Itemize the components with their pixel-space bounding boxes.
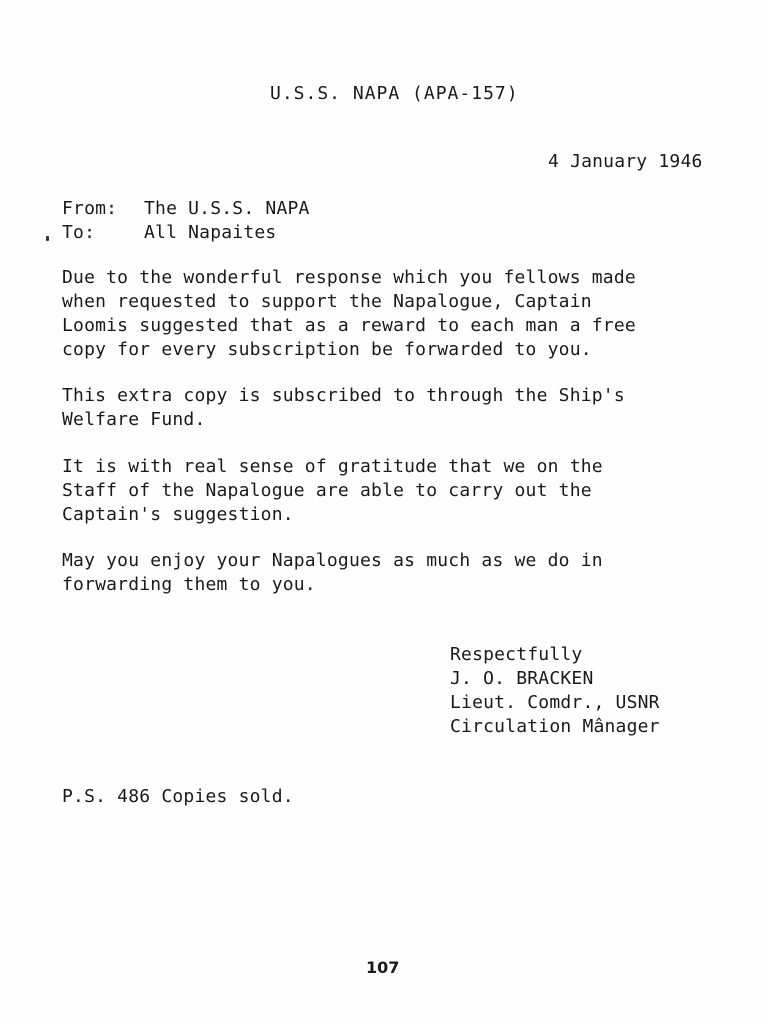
paragraph4-line: May you enjoy your Napalogues as much as we do in	[62, 550, 603, 571]
postscript: P.S. 486 Copies sold.	[62, 786, 294, 807]
from-value: The U.S.S. NAPA	[144, 198, 310, 219]
from-label: From:	[62, 198, 118, 219]
paragraph3-line: Staff of the Napalogue are able to carry out the	[62, 480, 592, 501]
ink-speck	[46, 236, 49, 241]
signature-closing: Respectfully	[450, 644, 583, 665]
paragraph1-line: copy for every subscription be forwarded to you.	[62, 339, 592, 360]
paragraph4-line: forwarding them to you.	[62, 574, 316, 595]
paragraph1-line: Due to the wonderful response which you fellows made	[62, 267, 636, 288]
signature-role: Circulation Mânager	[450, 716, 660, 737]
paragraph2-line: This extra copy is subscribed to through the Ship's	[62, 385, 625, 406]
paragraph3-line: Captain's suggestion.	[62, 504, 294, 525]
paragraph1-line: Loomis suggested that as a reward to each man a free	[62, 315, 636, 336]
signature-rank: Lieut. Comdr., USNR	[450, 692, 660, 713]
to-value: All Napaites	[144, 222, 277, 243]
letter-title: U.S.S. NAPA (APA-157)	[270, 83, 519, 104]
signature-name: J. O. BRACKEN	[450, 668, 594, 689]
page-number: 107	[366, 958, 400, 977]
letter-date: 4 January 1946	[548, 151, 703, 172]
paragraph3-line: It is with real sense of gratitude that we on the	[62, 456, 603, 477]
to-label: To:	[62, 222, 96, 243]
paragraph1-line: when requested to support the Napalogue, Captain	[62, 291, 592, 312]
paragraph2-line: Welfare Fund.	[62, 409, 206, 430]
